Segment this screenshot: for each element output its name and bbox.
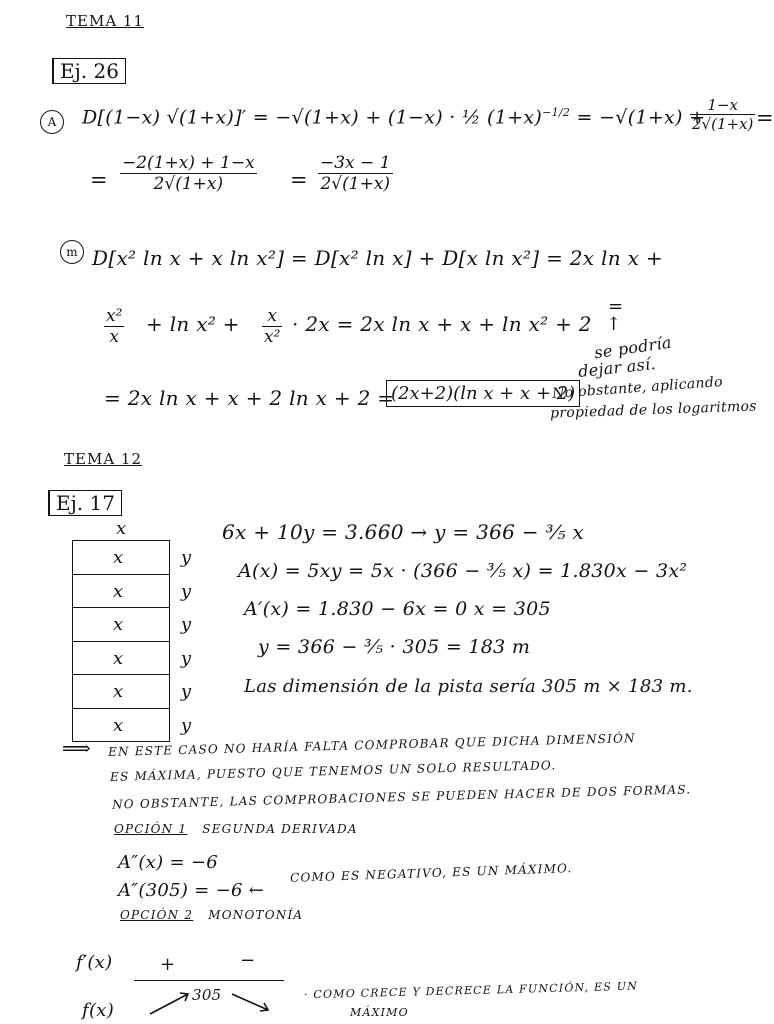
- lane-width-label: x: [113, 647, 124, 669]
- ej17-line-4: y = 366 − ³⁄₅ · 305 = 183 m: [258, 636, 531, 658]
- exercise-26-label: Ej. 26: [52, 58, 126, 84]
- ej17-line-5: Las dimensión de la pista sería 305 m × 183 m.: [244, 676, 693, 697]
- part-a-fraction-2-den: 2√(1+x): [153, 174, 224, 194]
- track-lane: [73, 575, 191, 609]
- lane-length-label: y: [180, 714, 191, 736]
- ej17-line-2: A(x) = 5xy = 5x · (366 − ³⁄₅ x) = 1.830x − 3x²: [238, 560, 688, 582]
- lane-width-label: x: [113, 580, 124, 602]
- f-label: f(x): [82, 1000, 115, 1021]
- lane-length-label: y: [180, 614, 191, 635]
- monotonic-note: · COMO CRECE Y DECRECE LA FUNCIÓN, ES UN: [303, 979, 639, 1002]
- part-a-fraction-1: [690, 96, 755, 133]
- part-m-line2-eq: =: [608, 296, 624, 317]
- part-a-line1-lhs: D[(1−x) √(1+x)]′ = −√(1+x) + (1−x) · ½ (1+x): [82, 106, 543, 129]
- fprime-label: f′(x): [76, 952, 113, 973]
- ej17-line-1: 6x + 10y = 3.660 → y = 366 − ³⁄₅ x: [222, 520, 585, 544]
- part-a-line1-end: =: [756, 106, 774, 130]
- fprime-minus-sign: −: [240, 950, 256, 971]
- part-m-line2-mid: + ln x² +: [146, 312, 240, 336]
- exercise-17-label: Ej. 17: [48, 490, 122, 516]
- conclusion-arrow: ⟹: [62, 736, 91, 760]
- part-a-fraction-2: [120, 153, 257, 194]
- part-m-result-box: (2x+2)(ln x + x + 2): [386, 380, 580, 407]
- part-a-line2-eq2: =: [290, 168, 308, 192]
- option-1-label: OPCIÓN 1: [114, 822, 188, 836]
- part-m-note-2: dejar así.: [577, 353, 657, 382]
- part-a-line1: [82, 106, 705, 128]
- option-1-line-2: A″(305) = −6 ←: [118, 880, 265, 901]
- part-m-fraction-2: [262, 306, 282, 347]
- lane-width-label: x: [113, 714, 124, 736]
- monotonic-note-2: MÁXIMO: [350, 1006, 409, 1019]
- conclusion-line-2: ES MÁXIMA, PUESTO QUE TENEMOS UN SOLO RESULTADO.: [109, 758, 557, 784]
- lane-width-label: x: [113, 547, 124, 568]
- option-2-label: OPCIÓN 2: [120, 908, 194, 922]
- f-critical-point: 305: [192, 986, 222, 1004]
- part-m-fraction-1-num: x²: [106, 306, 123, 326]
- part-m-fraction-2-den: x²: [264, 327, 281, 347]
- decreasing-arrow: [232, 994, 268, 1010]
- option-1-line-1: A″(x) = −6: [118, 852, 218, 873]
- conclusion-line-3: NO OBSTANTE, LAS COMPROBACIONES SE PUEDEN HACER DE DOS FORMAS.: [111, 782, 692, 812]
- part-a-fraction-1-num: 1−x: [690, 96, 755, 115]
- lane-width-label: x: [113, 614, 124, 635]
- part-m-fraction-2-num: x: [262, 306, 282, 327]
- sign-chart-axis: [134, 980, 284, 981]
- part-a-fraction-3-den: 2√(1+x): [320, 174, 391, 194]
- part-m-note-4: propiedad de los logaritmos: [549, 398, 757, 422]
- tema12-heading: TEMA 12: [64, 450, 143, 468]
- track-lane: [73, 541, 191, 575]
- part-m-marker: m: [60, 240, 84, 264]
- part-m-line2-end: · 2x = 2x ln x + x + ln x² + 2: [292, 312, 592, 336]
- part-m-note-3: No obstante, aplicando: [551, 374, 724, 402]
- part-a-fraction-2-num: −2(1+x) + 1−x: [122, 153, 255, 173]
- option-2-title: [120, 908, 303, 922]
- part-m-fraction-1-den: x: [109, 327, 119, 347]
- part-a-line1-exponent: −1/2: [542, 106, 571, 119]
- fprime-plus-sign: +: [160, 954, 176, 975]
- part-a-fraction-3-num: −3x − 1: [320, 153, 391, 173]
- track-lane: [73, 642, 191, 676]
- ladder-top-label: x: [116, 518, 127, 539]
- option-1-note: COMO ES NEGATIVO, ES UN MÁXIMO.: [289, 861, 573, 885]
- ej17-line-3: A′(x) = 1.830 − 6x = 0 x = 305: [244, 598, 551, 620]
- conclusion-line-1: EN ESTE CASO NO HARÍA FALTA COMPROBAR QUE DICHA DIMENSIÓN: [107, 731, 636, 759]
- option-1-title: [114, 822, 358, 836]
- lane-length-label: y: [180, 647, 191, 669]
- part-m-fraction-1: [104, 306, 124, 347]
- lane-width-label: x: [113, 681, 124, 702]
- increasing-arrow: [150, 994, 188, 1014]
- lane-length-label: y: [180, 547, 191, 568]
- lane-length-label: y: [180, 681, 191, 702]
- track-lane: [73, 675, 191, 709]
- part-a-fraction-3: [318, 153, 393, 194]
- part-a-fraction-1-den: 2√(1+x): [692, 115, 754, 133]
- part-m-line1: D[x² ln x + x ln x²] = D[x² ln x] + D[x ln x²] = 2x ln x +: [92, 246, 663, 270]
- monotonic-arrows: [140, 984, 280, 1020]
- track-lane: [73, 608, 191, 642]
- tema11-heading: TEMA 11: [66, 12, 145, 30]
- track-diagram: [72, 540, 191, 742]
- option-2-subtitle: MONOTONÍA: [208, 908, 304, 922]
- lane-length-label: y: [180, 580, 191, 602]
- part-a-line1-mid: = −√(1+x) +: [576, 106, 706, 129]
- part-m-note-arrow: ↑: [606, 314, 622, 335]
- part-m-line3: = 2x ln x + x + 2 ln x + 2 =: [104, 386, 395, 410]
- part-a-marker: A: [40, 110, 64, 134]
- part-m-note-1: se podría: [593, 332, 673, 363]
- option-1-subtitle: SEGUNDA DERIVADA: [202, 822, 358, 836]
- part-a-line2-eq: =: [90, 168, 108, 192]
